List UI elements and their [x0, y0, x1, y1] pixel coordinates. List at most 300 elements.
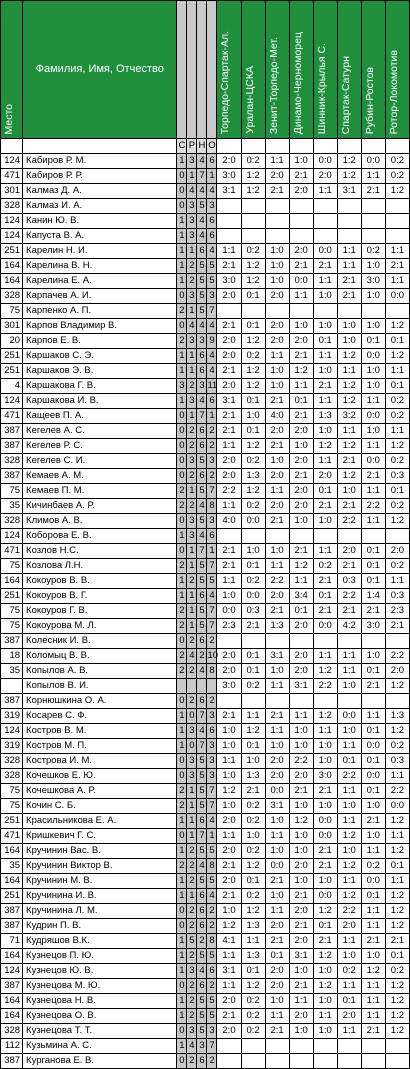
- stat-cell: 0: [177, 544, 187, 559]
- result-cell: 2:0: [217, 649, 241, 664]
- subheader-blank: [23, 139, 177, 154]
- result-cell: 1:2: [241, 724, 265, 739]
- place-cell: 164: [1, 844, 23, 859]
- stat-cell: 4: [207, 814, 217, 829]
- stat-cell: 0: [177, 424, 187, 439]
- stat-cell: 6: [197, 364, 207, 379]
- place-cell: 71: [1, 934, 23, 949]
- name-cell: Каршакова Г. В.: [23, 379, 177, 394]
- result-cell: 2:0: [313, 169, 337, 184]
- result-cell: 1:1: [385, 829, 409, 844]
- result-cell: [337, 634, 361, 649]
- result-cell: 1:0: [289, 319, 313, 334]
- name-cell: Кузьмина А. С.: [23, 1039, 177, 1054]
- result-cell: 1:2: [337, 829, 361, 844]
- match-header: Ротор-Локомотив: [385, 1, 409, 139]
- result-cell: 0:2: [241, 349, 265, 364]
- result-cell: 1:0: [337, 799, 361, 814]
- result-cell: 1:1: [313, 649, 337, 664]
- name-cell: Кемаев П. М.: [23, 484, 177, 499]
- result-cell: 1:0: [289, 514, 313, 529]
- stat-cell: 4: [197, 964, 207, 979]
- stat-cell: 2: [197, 934, 207, 949]
- name-cell: Кришкевич Г. С.: [23, 829, 177, 844]
- place-cell: 164: [1, 1009, 23, 1024]
- place-cell: 251: [1, 364, 23, 379]
- stat-cell: 0: [177, 634, 187, 649]
- table-row: [1, 994, 410, 1009]
- name-cell: Кичинбаев А. Р.: [23, 499, 177, 514]
- result-cell: 1:0: [217, 589, 241, 604]
- result-cell: 1:0: [337, 724, 361, 739]
- table-row: [1, 949, 410, 964]
- place-cell: 328: [1, 199, 23, 214]
- stat-cell: 2: [187, 904, 197, 919]
- stat-cell: 1: [177, 844, 187, 859]
- result-cell: 1:1: [337, 664, 361, 679]
- result-cell: 1:1: [313, 394, 337, 409]
- result-cell: 0:1: [241, 664, 265, 679]
- name-cell: Корнюшкина О. А.: [23, 694, 177, 709]
- result-cell: 0:0: [361, 454, 385, 469]
- result-cell: 1:1: [241, 934, 265, 949]
- place-cell: 124: [1, 229, 23, 244]
- result-cell: 1:1: [313, 1009, 337, 1024]
- result-cell: 0:1: [241, 874, 265, 889]
- result-cell: [217, 634, 241, 649]
- stat-cell: 2: [207, 469, 217, 484]
- result-cell: 2:2: [385, 784, 409, 799]
- name-cell: Климов А. В.: [23, 514, 177, 529]
- result-cell: 0:0: [313, 619, 337, 634]
- name-cell: Карпачев А. И.: [23, 289, 177, 304]
- result-cell: 2:1: [313, 604, 337, 619]
- result-cell: 1:3: [241, 949, 265, 964]
- name-cell: Красильникова Е. А.: [23, 814, 177, 829]
- result-cell: 1:2: [241, 859, 265, 874]
- stats-header-spacer: [207, 1, 217, 139]
- result-cell: 1:1: [217, 979, 241, 994]
- name-cell: Кручинин Вас. В.: [23, 844, 177, 859]
- stat-cell: 7: [207, 784, 217, 799]
- stat-cell: 5: [197, 994, 207, 1009]
- result-cell: 0:2: [241, 814, 265, 829]
- result-cell: 1:2: [313, 664, 337, 679]
- stat-cell: 4: [207, 889, 217, 904]
- stat-cell: 6: [207, 394, 217, 409]
- result-cell: 0:2: [361, 859, 385, 874]
- stat-cell: 5: [197, 484, 207, 499]
- stat-cell: 7: [207, 1039, 217, 1054]
- name-cell: Кудряшов В.К.: [23, 934, 177, 949]
- result-cell: 1:0: [217, 769, 241, 784]
- stat-cell: 3: [187, 964, 197, 979]
- stat-cell: 2: [177, 304, 187, 319]
- stat-cell: 3: [187, 754, 197, 769]
- result-cell: 1:0: [217, 739, 241, 754]
- result-cell: 2:1: [265, 934, 289, 949]
- name-cell: Козлова Л.Н.: [23, 559, 177, 574]
- table-row: [1, 634, 410, 649]
- stat-cell: 2: [207, 439, 217, 454]
- stat-cell: 5: [207, 949, 217, 964]
- result-cell: 2:1: [289, 784, 313, 799]
- result-cell: 3:1: [217, 964, 241, 979]
- stat-cell: 5: [207, 274, 217, 289]
- name-cell: Косарев С. Ф.: [23, 709, 177, 724]
- match-header: Торпедо-Спартак-Ал.: [217, 1, 241, 139]
- result-cell: 2:1: [361, 679, 385, 694]
- stat-cell: 0: [177, 289, 187, 304]
- stat-cell: 4: [197, 394, 207, 409]
- stat-cell: 4: [197, 499, 207, 514]
- result-cell: 0:2: [241, 844, 265, 859]
- result-cell: 1:1: [265, 1009, 289, 1024]
- place-cell: 328: [1, 514, 23, 529]
- result-cell: 1:2: [385, 1009, 409, 1024]
- result-cell: 0:1: [289, 394, 313, 409]
- result-cell: 0:1: [361, 559, 385, 574]
- stat-cell: 0: [177, 454, 187, 469]
- table-row: [1, 394, 410, 409]
- result-cell: 1:1: [265, 724, 289, 739]
- stat-cell: 1: [187, 304, 197, 319]
- result-cell: [217, 199, 241, 214]
- result-cell: 0:0: [361, 874, 385, 889]
- result-cell: 2:1: [217, 1009, 241, 1024]
- table-row: [1, 1054, 410, 1069]
- result-cell: 2:1: [289, 544, 313, 559]
- result-cell: 1:2: [241, 364, 265, 379]
- result-cell: 2:1: [361, 934, 385, 949]
- stat-cell: 5: [207, 874, 217, 889]
- table-row: [1, 364, 410, 379]
- stat-cell: 7: [207, 559, 217, 574]
- result-cell: 1:1: [217, 439, 241, 454]
- name-cell: Карпов Владимир В.: [23, 319, 177, 334]
- name-cell: Карелина В. Н.: [23, 259, 177, 274]
- table-row: [1, 259, 410, 274]
- result-cell: 1:1: [313, 349, 337, 364]
- name-cell: Кокоурова М. Л.: [23, 619, 177, 634]
- name-cell: Костров М. П.: [23, 739, 177, 754]
- result-cell: 2:1: [313, 379, 337, 394]
- match-header: Рубин-Ростов: [361, 1, 385, 139]
- result-cell: [385, 1054, 409, 1069]
- table-row: [1, 1039, 410, 1054]
- stat-cell: 0: [177, 439, 187, 454]
- stat-cell: 1: [177, 889, 187, 904]
- result-cell: 0:2: [385, 499, 409, 514]
- result-cell: [313, 1054, 337, 1069]
- result-cell: 1:1: [337, 814, 361, 829]
- result-cell: 2:0: [265, 289, 289, 304]
- result-cell: 1:0: [265, 454, 289, 469]
- stat-cell: 10: [207, 649, 217, 664]
- result-cell: 1:0: [313, 319, 337, 334]
- stat-cell: 1: [187, 409, 197, 424]
- stat-cell: 2: [207, 424, 217, 439]
- result-cell: [289, 529, 313, 544]
- result-cell: 2:0: [337, 919, 361, 934]
- result-cell: 1:0: [313, 424, 337, 439]
- stat-cell: 7: [197, 739, 207, 754]
- result-cell: 2:0: [265, 469, 289, 484]
- stat-cell: 8: [207, 664, 217, 679]
- result-cell: 0:2: [385, 964, 409, 979]
- subheader-blank: [241, 139, 265, 154]
- stat-cell: 3: [197, 1039, 207, 1054]
- result-cell: 0:2: [385, 154, 409, 169]
- result-cell: [265, 694, 289, 709]
- result-cell: 1:0: [265, 259, 289, 274]
- name-cell: Козлов Н.С.: [23, 544, 177, 559]
- result-cell: 0:0: [385, 799, 409, 814]
- result-cell: [361, 199, 385, 214]
- result-cell: 1:0: [241, 829, 265, 844]
- stat-cell: 2: [187, 574, 197, 589]
- stat-cell: 2: [177, 799, 187, 814]
- result-cell: 2:1: [217, 259, 241, 274]
- result-cell: [361, 694, 385, 709]
- result-cell: [289, 304, 313, 319]
- result-cell: [265, 1039, 289, 1054]
- stat-cell: 5: [207, 574, 217, 589]
- result-cell: 1:1: [289, 709, 313, 724]
- place-cell: 387: [1, 439, 23, 454]
- result-cell: [289, 229, 313, 244]
- place-cell: 301: [1, 184, 23, 199]
- stat-cell: 3: [187, 514, 197, 529]
- result-cell: 0:1: [241, 739, 265, 754]
- stat-cell: 2: [207, 979, 217, 994]
- result-cell: 2:0: [289, 904, 313, 919]
- name-cell: Кемаев А. М.: [23, 469, 177, 484]
- result-cell: 0:1: [313, 334, 337, 349]
- result-cell: 0:1: [265, 949, 289, 964]
- result-cell: [217, 529, 241, 544]
- stat-cell: 1: [177, 529, 187, 544]
- table-row: [1, 184, 410, 199]
- result-cell: 2:2: [361, 499, 385, 514]
- stat-cell: 7: [207, 304, 217, 319]
- result-cell: 1:0: [241, 544, 265, 559]
- result-cell: 0:2: [385, 169, 409, 184]
- result-cell: 1:2: [241, 274, 265, 289]
- result-cell: 1:0: [289, 844, 313, 859]
- result-cell: 0:2: [241, 1009, 265, 1024]
- result-cell: 2:0: [289, 424, 313, 439]
- result-cell: 1:1: [265, 904, 289, 919]
- table-row: [1, 589, 410, 604]
- result-cell: 2:0: [313, 469, 337, 484]
- stat-cell: 2: [187, 919, 197, 934]
- place-cell: 112: [1, 1039, 23, 1054]
- result-cell: [265, 304, 289, 319]
- stat-cell: 1: [177, 724, 187, 739]
- result-cell: 1:2: [385, 679, 409, 694]
- place-cell: 387: [1, 469, 23, 484]
- stat-cell: 2: [177, 334, 187, 349]
- stat-cell: 0: [177, 169, 187, 184]
- name-cell: Кузнецова М. Ю.: [23, 979, 177, 994]
- result-cell: 1:1: [217, 244, 241, 259]
- stat-cell: 5: [197, 604, 207, 619]
- place-cell: [1, 679, 23, 694]
- table-row: [1, 679, 410, 694]
- result-cell: 0:0: [265, 859, 289, 874]
- stat-cell: 4: [197, 214, 207, 229]
- result-cell: 1:1: [385, 874, 409, 889]
- stat-cell: 3: [207, 289, 217, 304]
- result-cell: 2:1: [289, 919, 313, 934]
- stat-cell: 0: [177, 979, 187, 994]
- result-cell: 2:2: [265, 574, 289, 589]
- subheader-blank: [313, 139, 337, 154]
- result-cell: 2:1: [265, 184, 289, 199]
- result-cell: [241, 304, 265, 319]
- subheader-blank: [385, 139, 409, 154]
- table-row: [1, 664, 410, 679]
- result-cell: 2:0: [289, 619, 313, 634]
- table-row: [1, 529, 410, 544]
- table-row: [1, 214, 410, 229]
- place-cell: 75: [1, 604, 23, 619]
- stat-cell: 5: [207, 259, 217, 274]
- place-cell: 164: [1, 874, 23, 889]
- stat-cell: 8: [207, 934, 217, 949]
- name-cell: Кокоуров В. В.: [23, 574, 177, 589]
- subheader-blank: [1, 139, 23, 154]
- place-cell: 20: [1, 334, 23, 349]
- result-cell: 1:1: [313, 184, 337, 199]
- stat-cell: 6: [197, 589, 207, 604]
- result-cell: 1:2: [385, 844, 409, 859]
- result-cell: 1:1: [265, 484, 289, 499]
- result-cell: [337, 214, 361, 229]
- place-header: Место: [1, 1, 23, 139]
- result-cell: 1:1: [217, 754, 241, 769]
- result-cell: 1:0: [361, 319, 385, 334]
- name-cell: Курганова Е. В.: [23, 1054, 177, 1069]
- result-cell: 2:0: [265, 919, 289, 934]
- stat-cell: 0: [177, 904, 187, 919]
- result-cell: 0:1: [385, 379, 409, 394]
- result-cell: 2:1: [337, 604, 361, 619]
- result-cell: 4:2: [337, 619, 361, 634]
- table-row: [1, 769, 410, 784]
- result-cell: 1:1: [289, 289, 313, 304]
- result-cell: 2:0: [217, 334, 241, 349]
- result-cell: 0:0: [337, 709, 361, 724]
- stat-cell: 7: [207, 484, 217, 499]
- stat-cell: 8: [207, 499, 217, 514]
- stat-header-o: О: [207, 139, 217, 154]
- stat-cell: 3: [187, 154, 197, 169]
- result-cell: 2:1: [289, 469, 313, 484]
- stat-cell: 1: [177, 589, 187, 604]
- stat-cell: 0: [187, 739, 197, 754]
- stat-cell: 1: [177, 364, 187, 379]
- stat-cell: 4: [207, 184, 217, 199]
- result-cell: 0:2: [241, 994, 265, 1009]
- name-cell: Карпенко А. П.: [23, 304, 177, 319]
- match-header: Уралан-ЦСКА: [241, 1, 265, 139]
- stat-cell: 7: [207, 604, 217, 619]
- result-cell: [337, 304, 361, 319]
- result-cell: 2:1: [313, 499, 337, 514]
- result-cell: 0:2: [241, 1024, 265, 1039]
- result-cell: 1:2: [361, 964, 385, 979]
- result-cell: 3:0: [217, 679, 241, 694]
- stat-cell: 3: [207, 454, 217, 469]
- place-cell: 75: [1, 619, 23, 634]
- result-cell: 0:2: [385, 394, 409, 409]
- stat-cell: 0: [177, 184, 187, 199]
- place-cell: 124: [1, 214, 23, 229]
- result-cell: 1:2: [217, 919, 241, 934]
- stat-cell: 8: [207, 859, 217, 874]
- result-cell: [241, 229, 265, 244]
- result-cell: 1:0: [265, 379, 289, 394]
- result-cell: 1:0: [241, 409, 265, 424]
- stat-cell: 6: [197, 244, 207, 259]
- stat-cell: 2: [177, 619, 187, 634]
- stat-cell: 1: [187, 829, 197, 844]
- stat-cell: 2: [187, 634, 197, 649]
- result-cell: 1:3: [385, 709, 409, 724]
- stat-cell: 5: [197, 1009, 207, 1024]
- table-row: [1, 889, 410, 904]
- result-cell: 1:3: [313, 409, 337, 424]
- stat-cell: 5: [197, 619, 207, 634]
- stat-cell: 3: [197, 334, 207, 349]
- result-cell: 1:0: [289, 154, 313, 169]
- stat-cell: 6: [197, 439, 207, 454]
- subheader-blank: [289, 139, 313, 154]
- table-row: [1, 559, 410, 574]
- result-cell: 1:2: [385, 724, 409, 739]
- stat-cell: 2: [187, 1009, 197, 1024]
- result-cell: 1:2: [241, 334, 265, 349]
- result-cell: 0:0: [361, 739, 385, 754]
- stat-cell: 0: [177, 1024, 187, 1039]
- result-cell: 0:1: [241, 649, 265, 664]
- result-cell: 2:0: [217, 1024, 241, 1039]
- result-cell: 1:1: [361, 439, 385, 454]
- result-cell: [289, 199, 313, 214]
- result-cell: 1:1: [361, 1009, 385, 1024]
- result-cell: 3:1: [265, 799, 289, 814]
- result-cell: 1:2: [241, 184, 265, 199]
- stat-cell: 2: [187, 994, 197, 1009]
- result-cell: 1:1: [337, 934, 361, 949]
- stat-cell: 6: [197, 919, 207, 934]
- result-cell: 1:3: [241, 919, 265, 934]
- result-cell: 1:1: [385, 424, 409, 439]
- result-cell: 1:0: [337, 319, 361, 334]
- result-cell: 1:0: [337, 844, 361, 859]
- result-cell: 1:2: [313, 904, 337, 919]
- stat-cell: 1: [187, 619, 197, 634]
- result-cell: 1:1: [361, 919, 385, 934]
- stat-cell: 4: [197, 859, 207, 874]
- result-cell: 0:2: [385, 739, 409, 754]
- result-cell: [241, 1054, 265, 1069]
- place-cell: 328: [1, 769, 23, 784]
- stat-cell: 1: [177, 934, 187, 949]
- result-cell: 3:1: [217, 184, 241, 199]
